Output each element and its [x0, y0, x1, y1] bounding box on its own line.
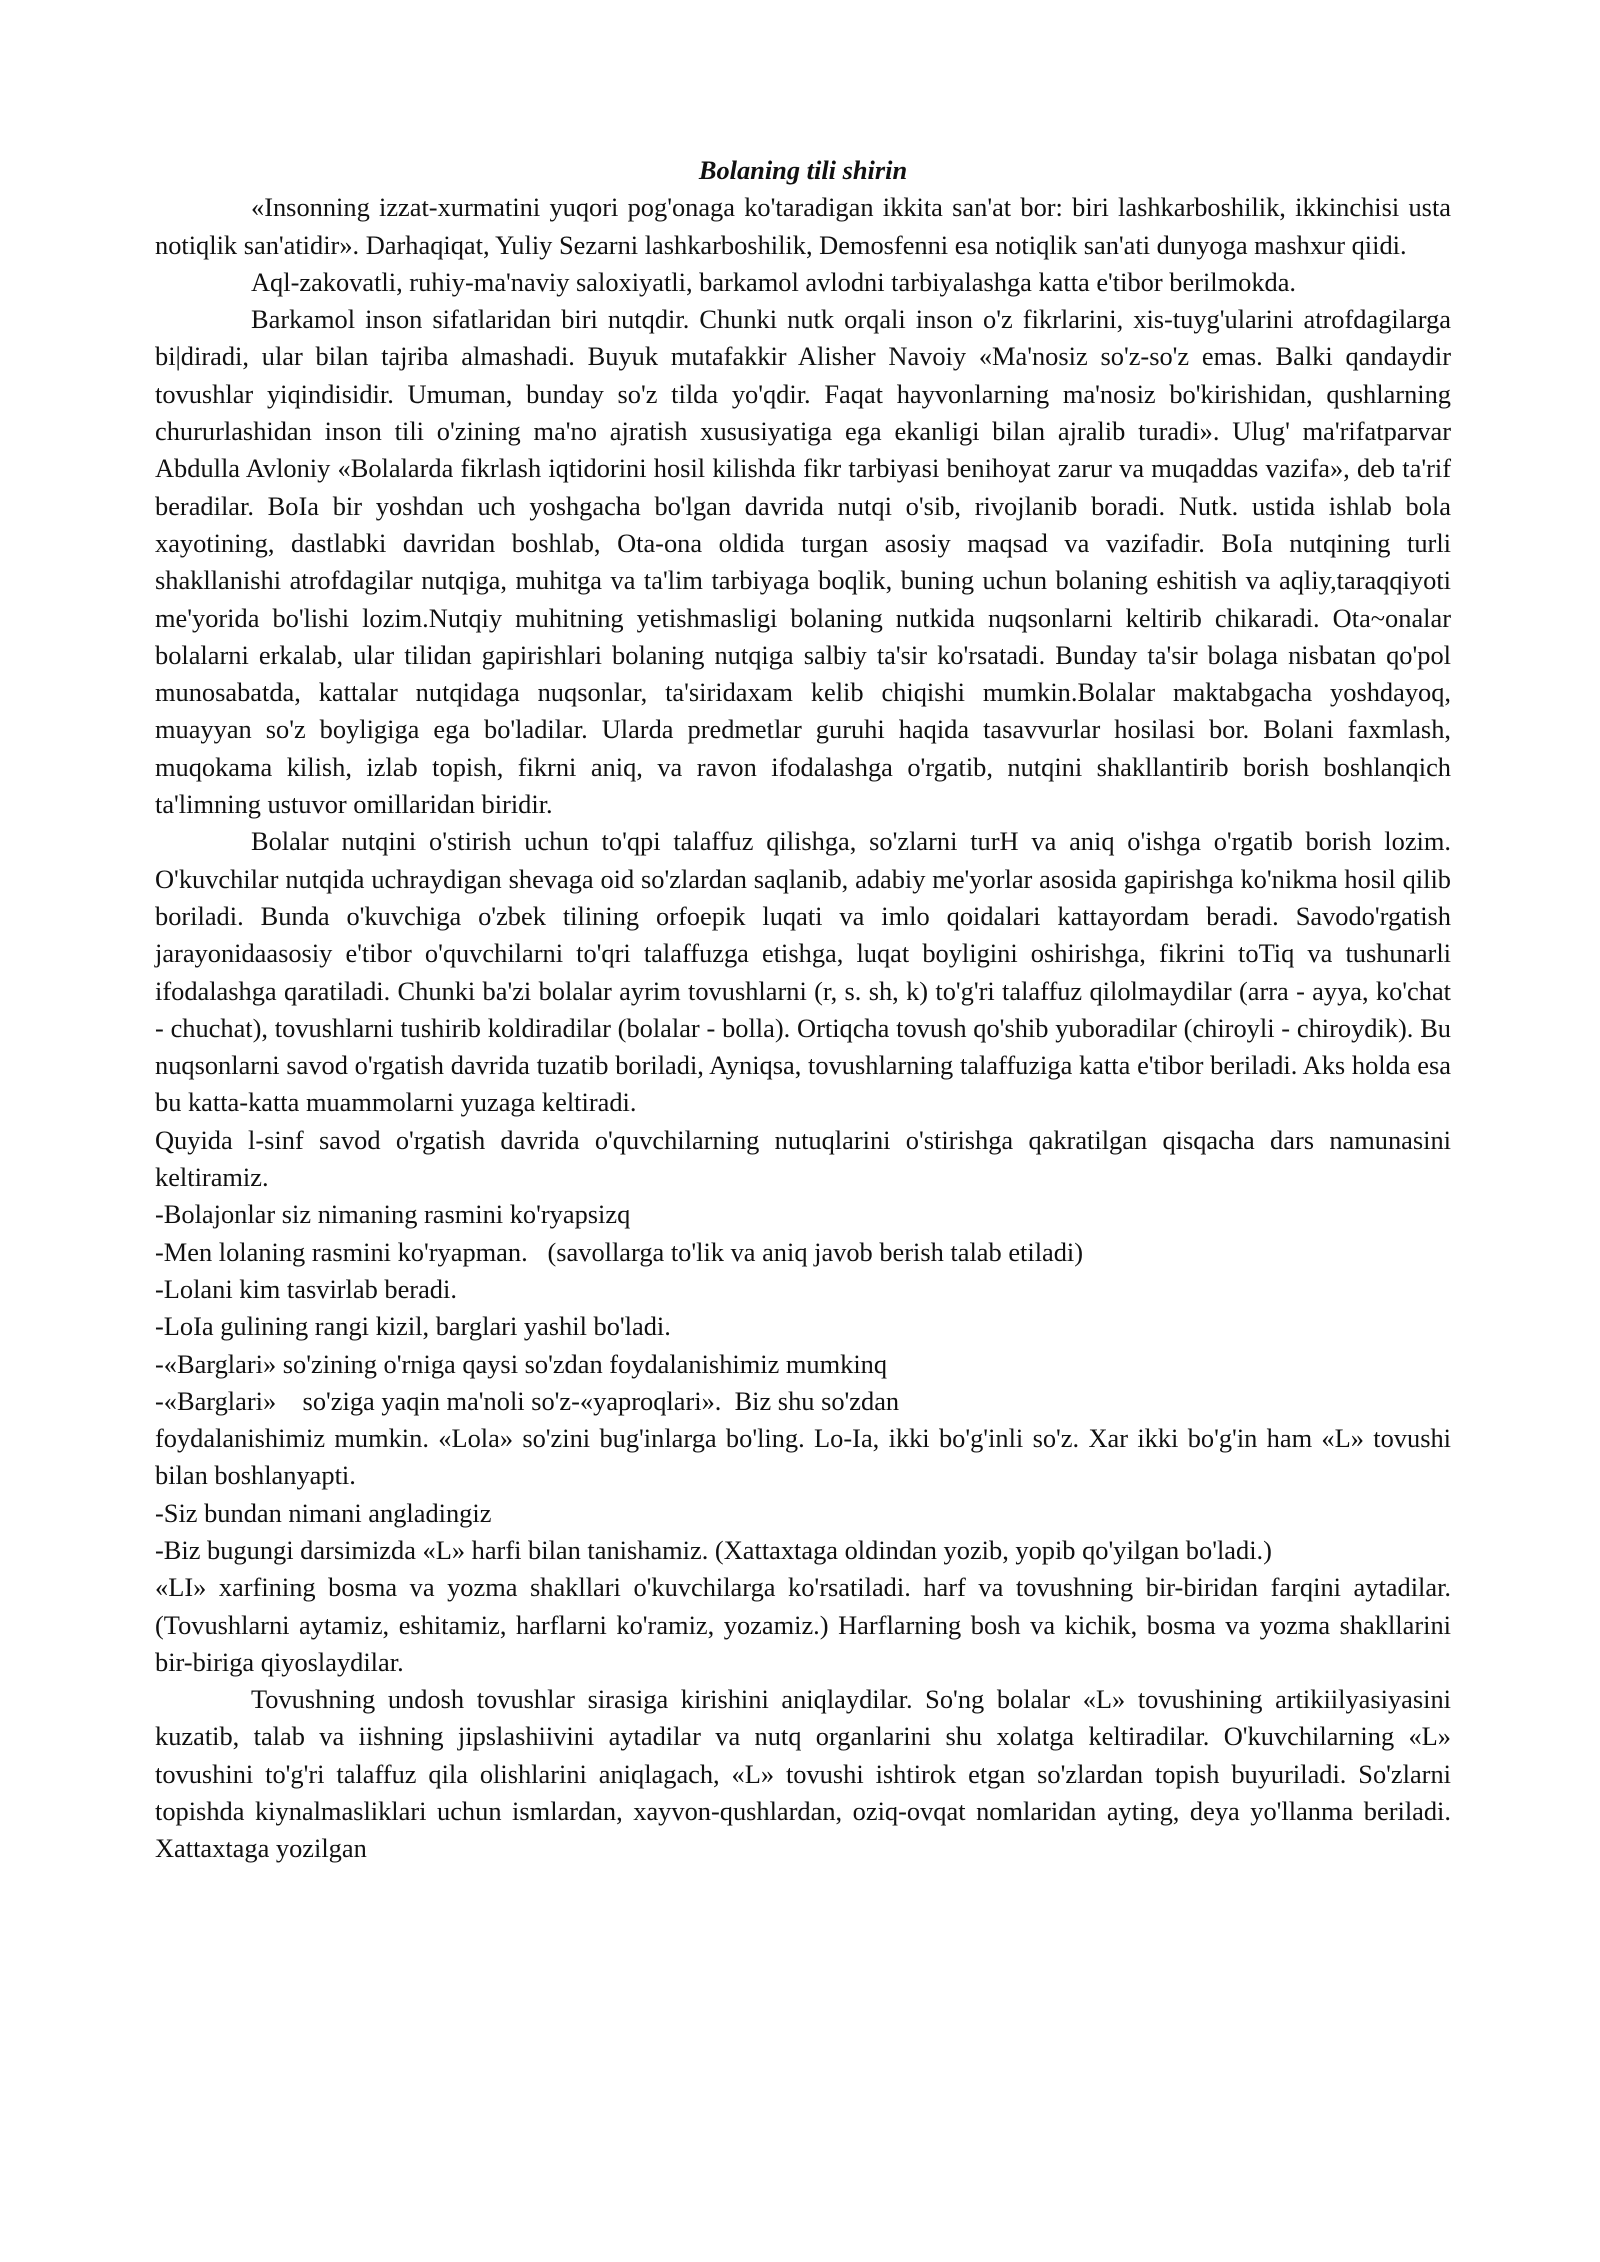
paragraph-pronunciation: Bolalar nutqini o'stirish uchun to'qpi talaffuz qilishga, so'zlarni turH va aniq o'ishga o'rgatib borish lozim. O'kuvchilar nutqida uchraydigan shevaga oid so'zlardan saqlanib, adabiy me'yorlar asosida gapirishga ko'nikma hosil qilib boriladi. Bunda o'kuvchiga o'zbek tilining orfoepik luqati va imlo qoidalari kattayordam beradi. Savodo'rgatish jarayonidaasosiy e'tibor o'quvchilarni to'qri talaffuzga etishga, luqat boyligini oshirishga, fikrini toTiq va tushunarli ifodalashga qaratiladi. Chunki ba'zi bolalar ayrim tovushlarni (r, s. sh, k) to'g'ri talaffuz qilolmaydilar (arra - ayya, ko'chat - chuchat), tovushlarni tushirib koldiradilar (bolalar - bolla). Ortiqcha tovush qo'shib yuboradilar (chiroyli - chiroydik). Bu nuqsonlarni savod o'rgatish davrida tuzatib boriladi, Ayniqsa, tovushlarning talaffuziga katta e'tibor beriladi. Aks holda esa bu katta-katta muammolarni yuzaga keltiradi. [155, 826, 1451, 1118]
dialogue-line: -«Barglari» so'zining o'rniga qaysi so'zdan foydalanishimiz mumkinq [155, 1348, 888, 1379]
dialogue-line: -Biz bugungi darsimizda «L» harfi bilan tanishamiz. (Xattaxtaga oldindan yozib, yopib qo'yilgan bo'ladi.) [155, 1534, 1272, 1565]
dialogue-continuation: foydalanishimiz mumkin. «Lola» so'zini bug'inlarga bo'ling. Lo-Ia, ikki bo'g'inli so'z. Xar ikki bo'g'in ham «L» tovushi bilan boshlanyapti. [155, 1423, 1451, 1491]
dialogue-line: -«Barglari» so'ziga yaqin ma'noli so'z-«yaproqlari». Biz shu so'zdan [155, 1385, 900, 1416]
dialogue-line: -Bolajonlar siz nimaning rasmini ko'ryapsizq [155, 1199, 631, 1230]
paragraph-quote-intro: «Insonning izzat-xurmatini yuqori pog'onaga ko'taradigan ikkita san'at bor: biri lashkarboshilik, ikkinchisi usta notiqlik san'atidir». Darhaqiqat, Yuliy Sezarni lashkarboshilik, Demosfenni esa notiqlik san'ati dunyoga mashxur qiidi. [155, 192, 1451, 260]
dialogue-line: -LoIa gulining rangi kizil, barglari yashil bo'ladi. [155, 1311, 671, 1342]
paragraph-lesson-intro: Quyida l-sinf savod o'rgatish davrida o'quvchilarning nutuqlarini o'stirishga qakratilgan qisqacha dars namunasini keltiramiz. [155, 1124, 1451, 1193]
dialogue-line: -Lolani kim tasvirlab beradi. [155, 1273, 457, 1304]
dialogue-line: -Men lolaning rasmini ko'ryapman. (savollarga to'lik va aniq javob berish talab etiladi) [155, 1236, 1084, 1267]
paragraph-letter-forms: «LI» xarfining bosma va yozma shakllari o'kuvchilarga ko'rsatiladi. harf va tovushning bir-biridan farqini aytadilar. (Tovushlarni aytamiz, eshitamiz, harflarni ko'ramiz, yozamiz.) Harflarning bosh va kichik, bosma va yozma shakllarini bir-biriga qiyoslaydilar. [155, 1572, 1451, 1677]
dialogue-line: -Siz bundan nimani angladingiz [155, 1497, 492, 1528]
paragraph-generation: Aql-zakovatli, ruhiy-ma'naviy saloxiyatli, barkamol avlodni tarbiyalashga katta e'tibor berilmokda. [251, 266, 1297, 297]
document-page [155, 152, 1451, 1868]
paragraph-articulation: Tovushning undosh tovushlar sirasiga kirishini aniqlaydilar. So'ng bolalar «L» tovushining artikiilyasiyasini kuzatib, talab va iishning jipslashiivini aytadilar va nutq organlarini shu xolatga keltiradilar. O'kuvchilarning «L» tovushini to'g'ri talaffuz qila olishlarini aniqlagach, «L» tovushi ishtirok etgan so'zlardan topish buyuriladi. So'zlarni topishda kiynalmasliklari uchun ismlardan, xayvon-qushlardan, oziq-ovqat nomlaridan ayting, deya yo'llanma beriladi. Xattaxtaga yozilgan [155, 1684, 1451, 1864]
paragraph-speech-quality: Barkamol inson sifatlaridan biri nutqdir. Chunki nutk orqali inson o'z fikrlarini, xis-tuyg'ularini atrofdagilarga bi|diradi, ular bilan tajriba almashadi. Buyuk mutafakkir Alisher Navoiy «Ma'nosiz so'z-so'z emas. Balki qandaydir tovushlar yiqindisidir. Umuman, bunday so'z tilda yo'qdir. Faqat hayvonlarning ma'nosiz bo'kirishidan, qushlarning chururlashidan inson tili o'zining ma'no ajratish xususiyatiga ega ekanligi bilan ajralib turadi». Ulug' ma'rifatparvar Abdulla Avloniy «Bolalarda fikrlash iqtidorini hosil kilishda fikr tarbiyasi benihoyat zarur va muqaddas vazifa», deb ta'rif beradilar. BoIa bir yoshdan uch yoshgacha bo'lgan davrida nutqi o'sib, rivojlanib boradi. Nutk. ustida ishlab bola xayotining, dastlabki davridan boshlab, Ota-ona oldida turgan asosiy maqsad va vazifadir. BoIa nutqining turli shakllanishi atrofdagilar nutqiga, muhitga va ta'lim tarbiyaga boqlik, buning uchun bolaning eshitish va aqliy,taraqqiyoti me'yorida bo'lishi lozim.Nutqiy muhitning yetishmasligi bolaning nutkida nuqsonlarni keltirib chikaradi. Ota~onalar bolalarni erkalab, ular tilidan gapirishlari bolaning nutqiga salbiy ta'sir ko'rsatadi. Bunday ta'sir bolaga nisbatan qo'pol munosabatda, kattalar nutqidaga nuqsonlar, ta'siridaxam kelib chiqishi mumkin.Bolalar maktabgacha yoshdayoq, muayyan so'z boyligiga ega bo'ladilar. Ularda predmetlar guruhi haqida tasavvurlar hosilasi bor. Bolani faxmlash, muqokama kilish, izlab topish, fikrni aniq, va ravon ifodalashga o'rgatib, nutqini shakllantirib borish boshlanqich ta'limning ustuvor omillaridan biridir. [155, 304, 1451, 820]
document-title: Bolaning tili shirin [698, 155, 908, 185]
